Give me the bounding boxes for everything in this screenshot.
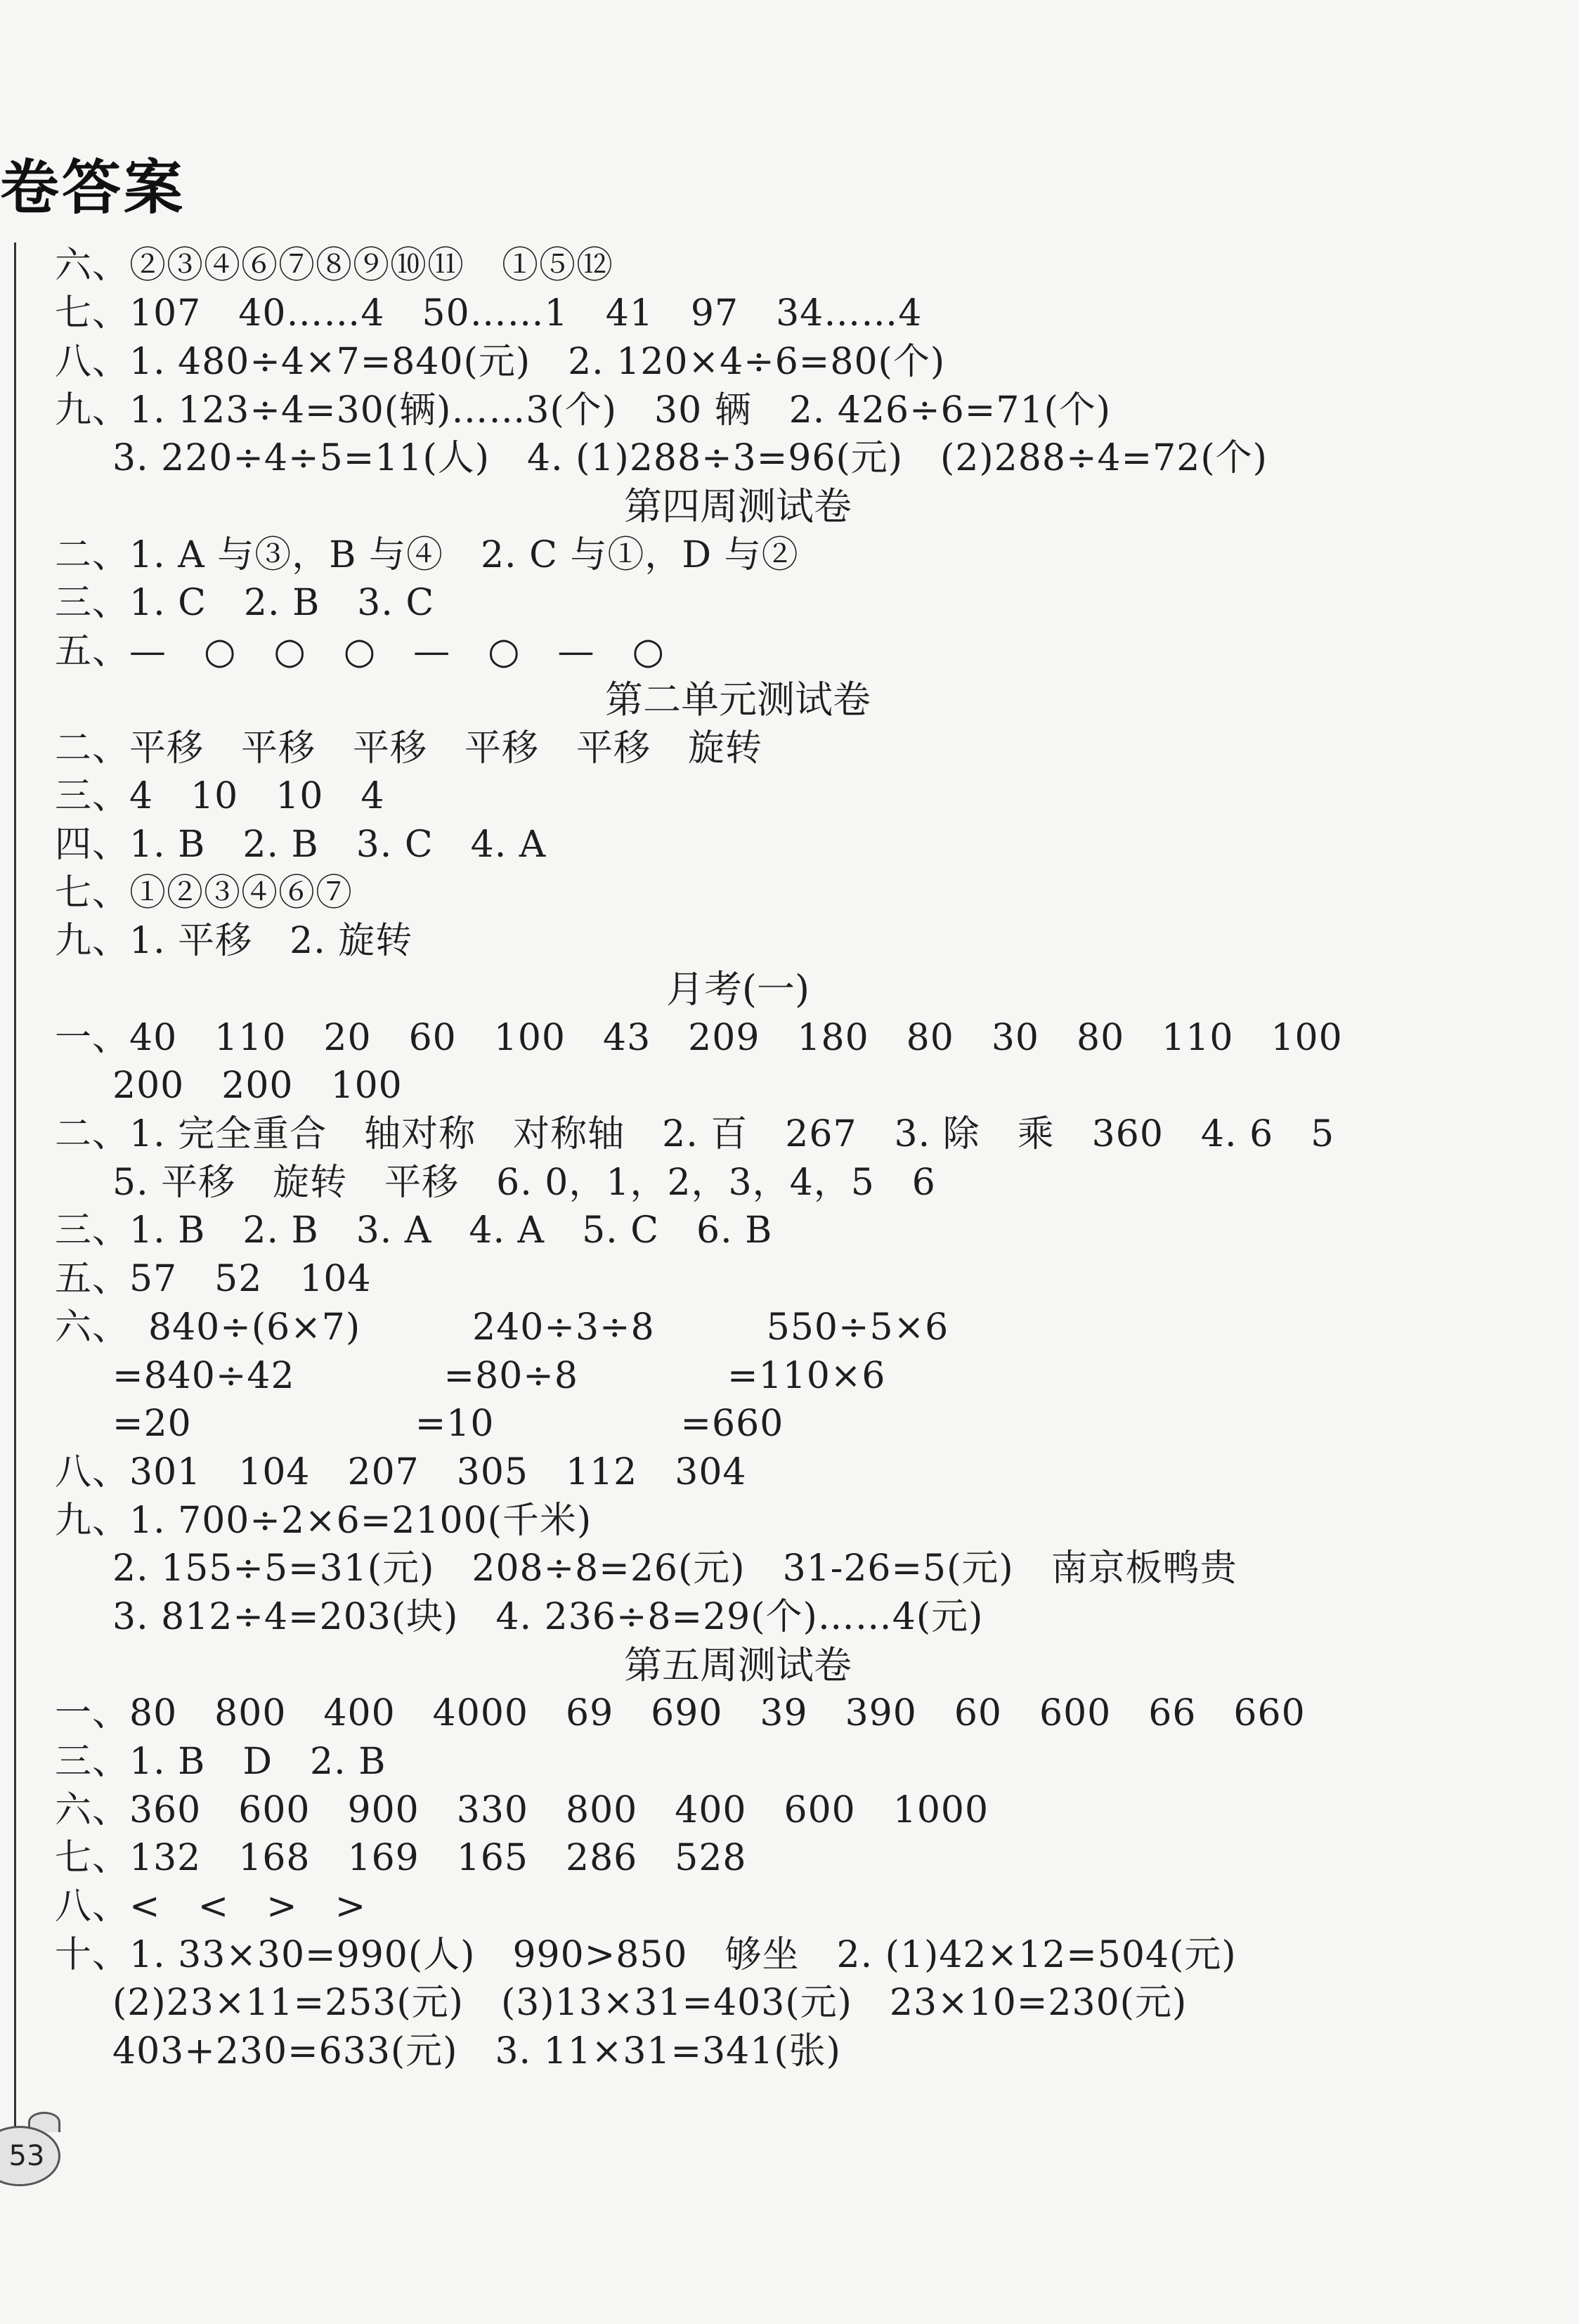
answer-line: 九、1. 123÷4=30(辆)……3(个) 30 辆 2. 426÷6=71(个) [55, 389, 1112, 431]
answer-line: 八、301 104 207 305 112 304 [55, 1451, 747, 1493]
answer-line: 六、 840÷(6×7) 240÷3÷8 550÷5×6 [55, 1306, 949, 1349]
page-number: 53 [8, 2140, 45, 2172]
answer-line: 3. 220÷4÷5=11(人) 4. (1)288÷3=96(元) (2)288÷4=72(个) [112, 437, 1268, 479]
page-number-badge [0, 2126, 60, 2186]
answer-line: 三、1. B 2. B 3. A 4. A 5. C 6. B [55, 1209, 773, 1252]
answer-line: 5. 平移 旋转 平移 6. 0，1，2，3，4，5 6 [112, 1162, 936, 1204]
answer-line: 2. 155÷5=31(元) 208÷8=26(元) 31-26=5(元) 南京板鸭贵 [112, 1547, 1237, 1590]
answer-line: 一、40 110 20 60 100 43 209 180 80 30 80 110 100 [55, 1017, 1343, 1059]
section-heading: 第四周测试卷 [624, 484, 852, 528]
answer-line: 403+230=633(元) 3. 11×31=341(张) [112, 2030, 841, 2072]
answer-line: 二、1. A 与③，B 与④ 2. C 与①，D 与② [55, 534, 799, 576]
answer-line: 二、1. 完全重合 轴对称 对称轴 2. 百 267 3. 除 乘 360 4. 6 5 [55, 1113, 1335, 1155]
answer-line: 九、1. 700÷2×6=2100(千米) [55, 1500, 592, 1542]
answer-line: 三、1. C 2. B 3. C [55, 582, 435, 624]
answer-line: 三、4 10 10 4 [55, 775, 385, 817]
section-heading: 第二单元测试卷 [605, 677, 871, 722]
answer-line: 八、1. 480÷4×7=840(元) 2. 120×4÷6=80(个) [55, 341, 946, 383]
answer-line: =840÷42 =80÷8 =110×6 [112, 1355, 886, 1397]
answer-line: 五、57 52 104 [55, 1258, 372, 1300]
answer-line: 七、107 40……4 50……1 41 97 34……4 [55, 292, 923, 335]
page-title: 卷答案 [0, 153, 186, 222]
answer-line: 四、1. B 2. B 3. C 4. A [55, 824, 547, 866]
answer-line: 六、②③④⑥⑦⑧⑨⑩⑪ ①⑤⑫ [55, 245, 614, 287]
answer-line: 200 200 100 [112, 1065, 403, 1107]
answer-line: 六、360 600 900 330 800 400 600 1000 [55, 1789, 989, 1831]
answer-line: 三、1. B D 2. B [55, 1741, 386, 1783]
answer-line: 二、平移 平移 平移 平移 平移 旋转 [55, 727, 763, 770]
answer-line: 五、— ○ ○ ○ — ○ — ○ [55, 630, 665, 673]
section-heading: 第五周测试卷 [624, 1643, 852, 1687]
answer-line: 十、1. 33×30=990(人) 990>850 够坐 2. (1)42×12=504(元) [55, 1934, 1237, 1976]
answer-line: 七、132 168 169 165 286 528 [55, 1837, 747, 1879]
answer-line: =20 =10 =660 [112, 1403, 784, 1445]
answer-line: 3. 812÷4=203(块) 4. 236÷8=29(个)……4(元) [112, 1596, 984, 1638]
answer-line: 一、80 800 400 4000 69 690 39 390 60 600 66 660 [55, 1692, 1306, 1734]
answer-line: 七、①②③④⑥⑦ [55, 872, 353, 914]
section-heading: 月考(一) [665, 967, 810, 1011]
answer-line: 八、< < > > [55, 1885, 367, 1928]
answer-line: 九、1. 平移 2. 旋转 [55, 920, 413, 962]
answer-line: (2)23×11=253(元) (3)13×31=403(元) 23×10=230(元) [112, 1982, 1188, 2024]
